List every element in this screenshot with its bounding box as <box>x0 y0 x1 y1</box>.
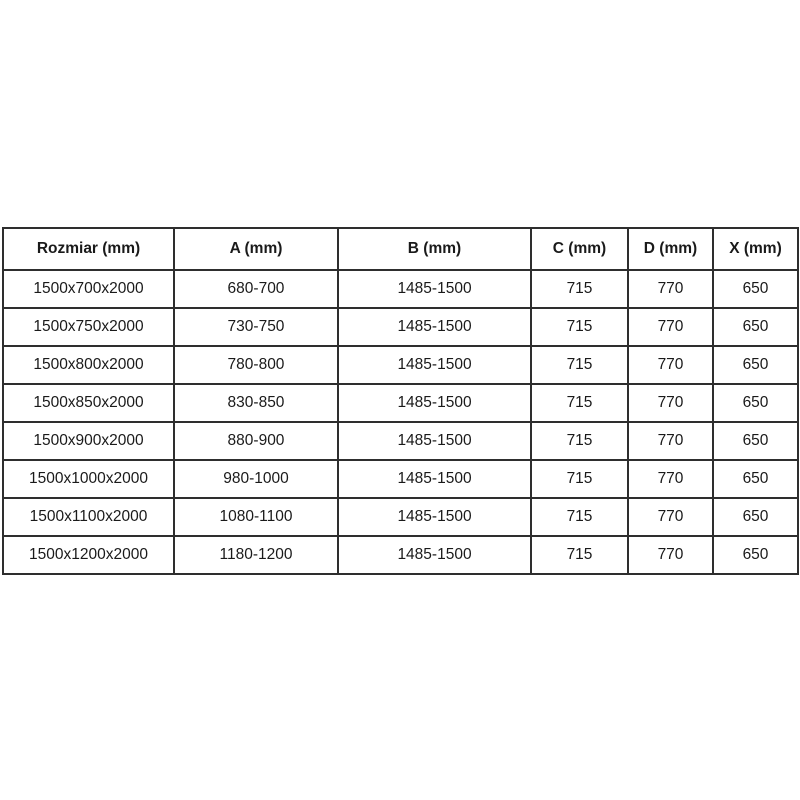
cell-x: 650 <box>713 308 798 346</box>
cell-rozmiar: 1500x700x2000 <box>3 270 174 308</box>
cell-d: 770 <box>628 422 713 460</box>
table-row <box>3 536 798 574</box>
cell-b: 1485-1500 <box>338 346 531 384</box>
cell-c: 715 <box>531 460 628 498</box>
cell-a: 1080-1100 <box>174 498 338 536</box>
cell-rozmiar: 1500x1100x2000 <box>3 498 174 536</box>
cell-b: 1485-1500 <box>338 422 531 460</box>
table-row <box>3 384 798 422</box>
cell-c: 715 <box>531 346 628 384</box>
cell-a: 780-800 <box>174 346 338 384</box>
cell-b: 1485-1500 <box>338 384 531 422</box>
table-row <box>3 422 798 460</box>
cell-rozmiar: 1500x800x2000 <box>3 346 174 384</box>
cell-a: 830-850 <box>174 384 338 422</box>
cell-d: 770 <box>628 270 713 308</box>
cell-b: 1485-1500 <box>338 460 531 498</box>
cell-c: 715 <box>531 422 628 460</box>
cell-c: 715 <box>531 270 628 308</box>
cell-a: 1180-1200 <box>174 536 338 574</box>
header-cell-rozmiar: Rozmiar (mm) <box>3 228 174 270</box>
cell-d: 770 <box>628 536 713 574</box>
cell-x: 650 <box>713 422 798 460</box>
cell-c: 715 <box>531 384 628 422</box>
cell-x: 650 <box>713 498 798 536</box>
cell-d: 770 <box>628 308 713 346</box>
cell-a: 680-700 <box>174 270 338 308</box>
header-cell-c: C (mm) <box>531 228 628 270</box>
cell-a: 880-900 <box>174 422 338 460</box>
cell-b: 1485-1500 <box>338 498 531 536</box>
header-cell-a: A (mm) <box>174 228 338 270</box>
table-row <box>3 498 798 536</box>
cell-rozmiar: 1500x1000x2000 <box>3 460 174 498</box>
cell-c: 715 <box>531 308 628 346</box>
cell-d: 770 <box>628 460 713 498</box>
cell-rozmiar: 1500x900x2000 <box>3 422 174 460</box>
table-row <box>3 308 798 346</box>
cell-x: 650 <box>713 460 798 498</box>
dimensions-table <box>2 227 799 575</box>
cell-a: 730-750 <box>174 308 338 346</box>
cell-x: 650 <box>713 384 798 422</box>
cell-x: 650 <box>713 346 798 384</box>
table-row <box>3 270 798 308</box>
cell-c: 715 <box>531 536 628 574</box>
header-cell-d: D (mm) <box>628 228 713 270</box>
cell-rozmiar: 1500x750x2000 <box>3 308 174 346</box>
table-row <box>3 346 798 384</box>
cell-c: 715 <box>531 498 628 536</box>
cell-d: 770 <box>628 498 713 536</box>
cell-b: 1485-1500 <box>338 270 531 308</box>
cell-x: 650 <box>713 270 798 308</box>
cell-b: 1485-1500 <box>338 536 531 574</box>
header-cell-b: B (mm) <box>338 228 531 270</box>
cell-x: 650 <box>713 536 798 574</box>
cell-b: 1485-1500 <box>338 308 531 346</box>
header-cell-x: X (mm) <box>713 228 798 270</box>
cell-a: 980-1000 <box>174 460 338 498</box>
cell-rozmiar: 1500x850x2000 <box>3 384 174 422</box>
table-row <box>3 460 798 498</box>
table-header-row <box>3 228 798 270</box>
cell-d: 770 <box>628 384 713 422</box>
cell-d: 770 <box>628 346 713 384</box>
cell-rozmiar: 1500x1200x2000 <box>3 536 174 574</box>
